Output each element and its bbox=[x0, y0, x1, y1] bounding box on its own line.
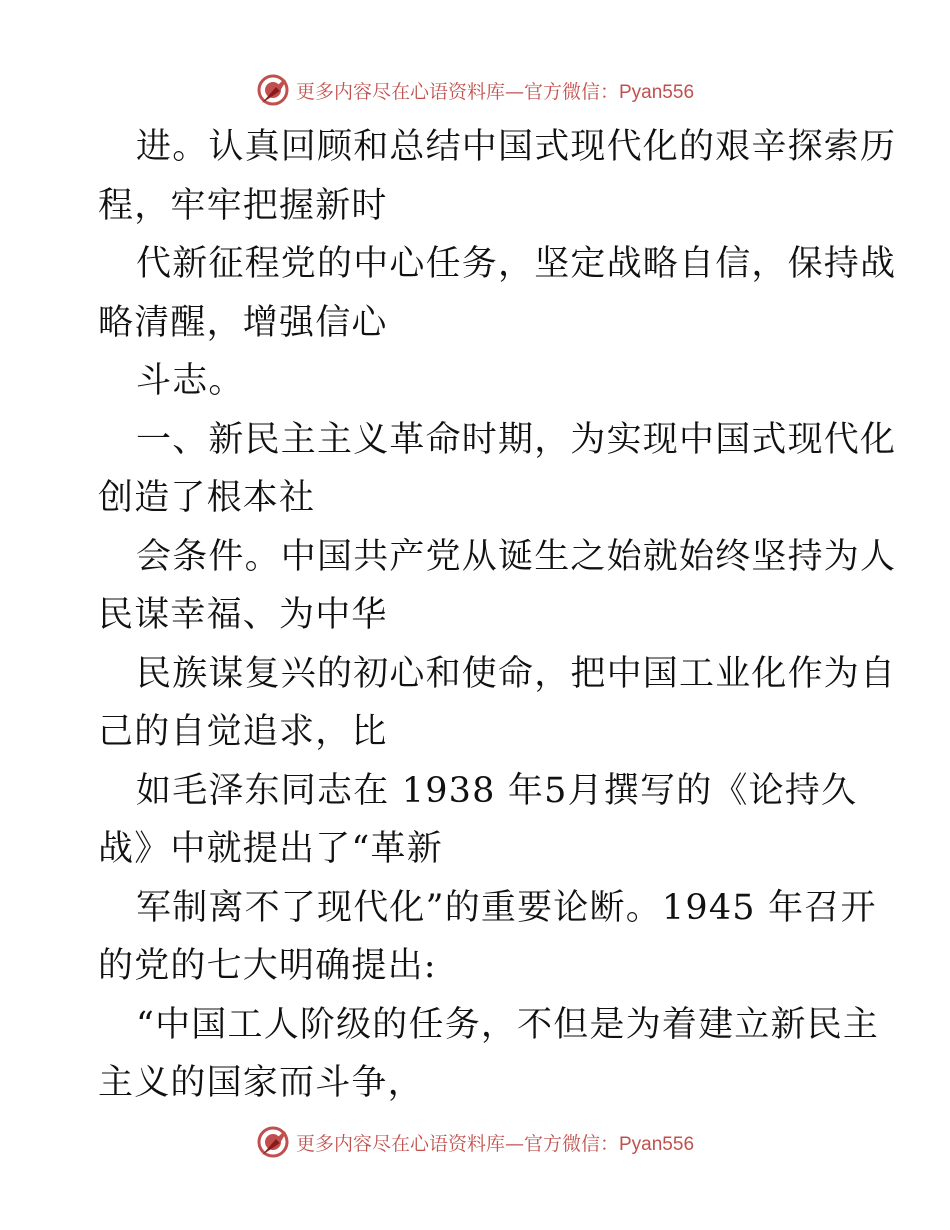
document-body bbox=[98, 118, 897, 1113]
text-line: 会条件。中国共产党从诞生之始就始终坚持为人 bbox=[136, 536, 897, 577]
pen-logo-icon bbox=[256, 1125, 290, 1159]
watermark-wechat: 官方微信：Pyan556 bbox=[524, 1133, 695, 1155]
text-line: 程，牢牢把握新时 bbox=[98, 185, 388, 226]
text-line: 主义的国家而斗争， bbox=[98, 1063, 424, 1103]
text-line: 创造了根本社 bbox=[98, 478, 316, 518]
watermark-separator: — bbox=[505, 1132, 524, 1155]
watermark-brand: 更多内容尽在心语资料库 bbox=[295, 1132, 505, 1155]
pen-logo-icon bbox=[256, 73, 290, 107]
footer-watermark bbox=[0, 1122, 950, 1162]
text-line: 进。认真回顾和总结中国式现代化的艰辛探索历 bbox=[136, 127, 897, 167]
text-line: “中国工人阶级的任务，不但是为着建立新民主 bbox=[136, 1004, 880, 1045]
text-line: 战》中就提出了“革新 bbox=[98, 829, 443, 869]
text-line: 民族谋复兴的初心和使命，把中国工业化作为自 bbox=[136, 653, 897, 694]
text-line: 一、新民主主义革命时期，为实现中国式现代化 bbox=[136, 419, 897, 460]
text-line: 代新征程党的中心任务，坚定战略自信，保持战 bbox=[136, 244, 897, 284]
watermark-wechat: 官方微信：Pyan556 bbox=[524, 81, 695, 103]
header-watermark bbox=[0, 70, 950, 110]
watermark-brand: 更多内容尽在心语资料库 bbox=[295, 80, 505, 103]
text-line: 军制离不了现代化”的重要论断。1945 年召开 bbox=[136, 887, 877, 928]
text-line: 斗志。 bbox=[136, 361, 245, 401]
text-line: 己的自觉追求，比 bbox=[98, 712, 388, 752]
text-line: 民谋幸福、为中华 bbox=[98, 595, 388, 635]
text-line: 如毛泽东同志在 1938 年5月撰写的《论持久 bbox=[136, 770, 858, 811]
text-line: 略清醒，增强信心 bbox=[98, 302, 388, 343]
text-line: 的党的七大明确提出: bbox=[98, 946, 437, 986]
watermark-separator: — bbox=[505, 80, 524, 103]
